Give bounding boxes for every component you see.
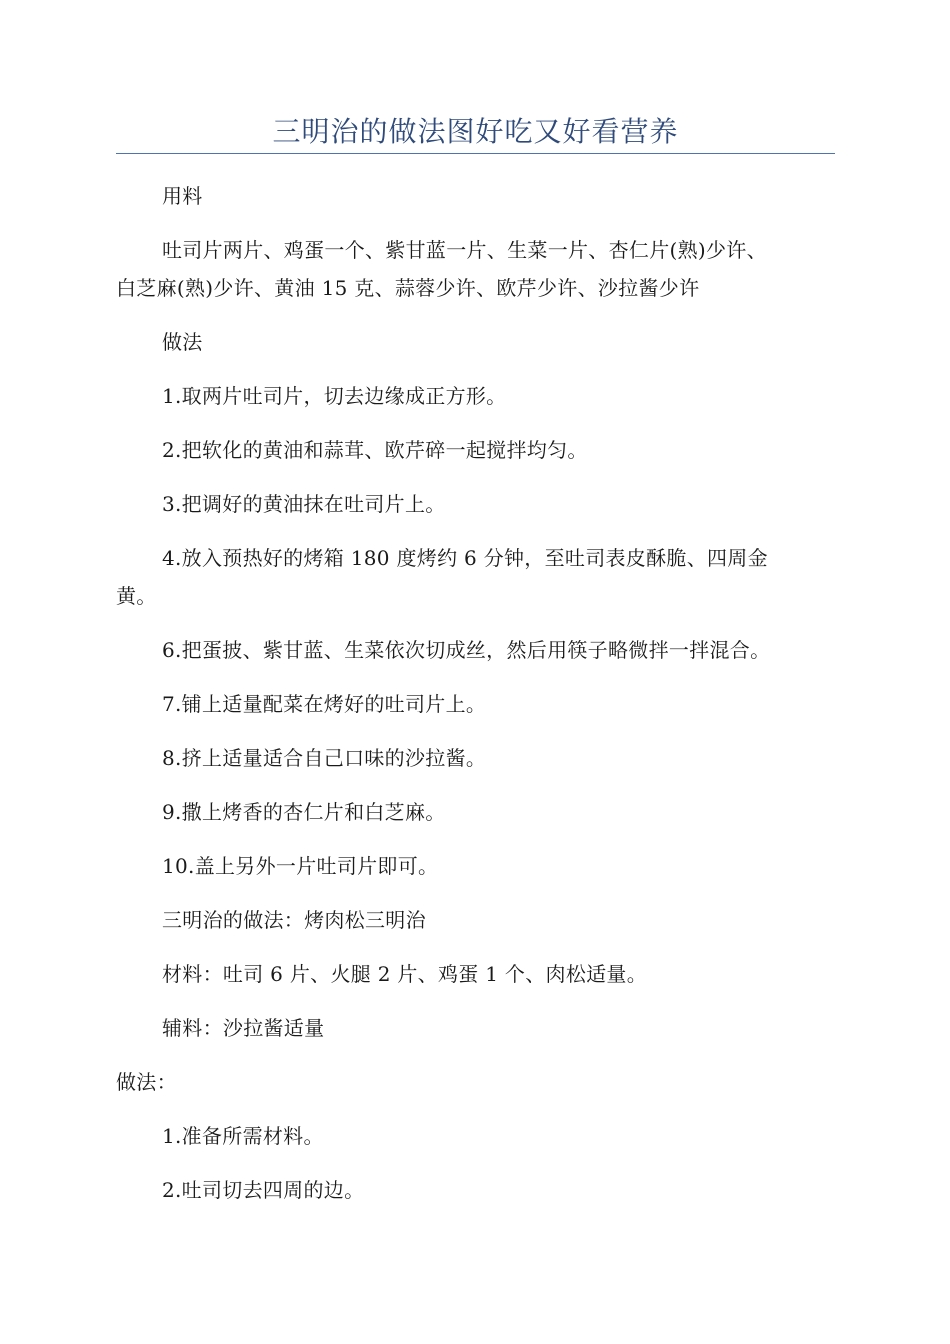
materials-line: 材料：吐司 6 片、火腿 2 片、鸡蛋 1 个、肉松适量。 [162, 962, 648, 986]
subheading-pork-floss-sandwich: 三明治的做法：烤肉松三明治 [162, 908, 426, 932]
ingredients-line-2: 白芝麻(熟)少许、黄油 15 克、蒜蓉少许、欧芹少许、沙拉酱少许 [116, 276, 700, 300]
document-title: 三明治的做法图好吃又好看营养 [272, 115, 679, 148]
section-heading-ingredients: 用料 [162, 184, 203, 208]
step-4-line-2: 黄。 [116, 584, 157, 608]
title-underline [116, 153, 835, 154]
step-4-line-1: 4.放入预热好的烤箱 180 度烤约 6 分钟，至吐司表皮酥脆、四周金 [162, 546, 768, 570]
step-7: 7.铺上适量配菜在烤好的吐司片上。 [162, 692, 487, 716]
step-6: 6.把蛋披、紫甘蓝、生菜依次切成丝，然后用筷子略微拌一拌混合。 [162, 638, 771, 662]
ingredients-line-1: 吐司片两片、鸡蛋一个、紫甘蓝一片、生菜一片、杏仁片(熟)少许、 [162, 238, 767, 262]
auxiliary-materials-line: 辅料：沙拉酱适量 [162, 1016, 325, 1040]
step-2-2: 2.吐司切去四周的边。 [162, 1178, 365, 1202]
step-10: 10.盖上另外一片吐司片即可。 [162, 854, 439, 878]
step-1: 1.取两片吐司片，切去边缘成正方形。 [162, 384, 507, 408]
step-9: 9.撒上烤香的杏仁片和白芝麻。 [162, 800, 446, 824]
method-heading-2: 做法： [116, 1070, 177, 1094]
step-2-1: 1.准备所需材料。 [162, 1124, 324, 1148]
step-2: 2.把软化的黄油和蒜茸、欧芹碎一起搅拌均匀。 [162, 438, 588, 462]
section-heading-method: 做法 [162, 330, 203, 354]
step-8: 8.挤上适量适合自己口味的沙拉酱。 [162, 746, 487, 770]
step-3: 3.把调好的黄油抹在吐司片上。 [162, 492, 446, 516]
